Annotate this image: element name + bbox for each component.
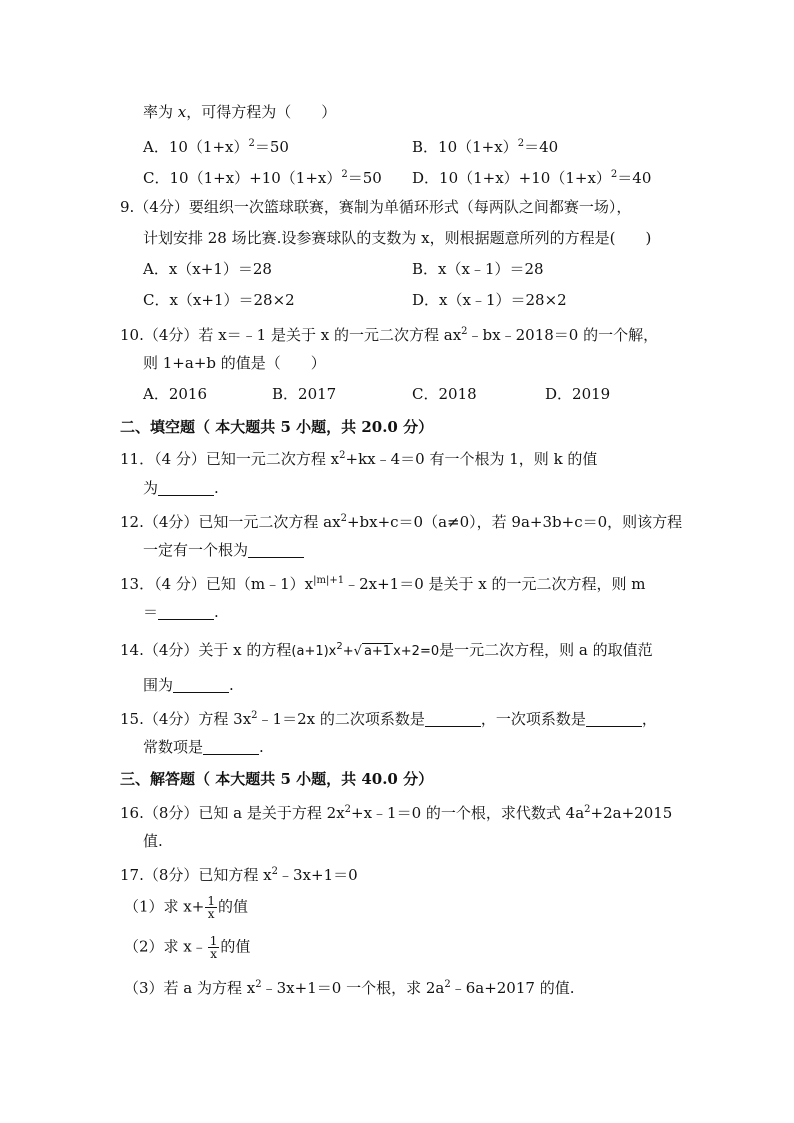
q8-option-a: A．$10(1+x)^2=50$: [143, 138, 289, 156]
answer-blank[interactable]: [586, 711, 642, 727]
q14-equation: $(a+1)x^2+√$ a+1 x+2=0: [291, 641, 440, 659]
fraction-1-over-x: $\frac{1}{x}$: [207, 894, 215, 921]
q12-stem-line1: 12.（4分）已知一元二次方程 $ax^2+bx+c=0(a\ne 0)$，若 9a+3b+c＝0，则该方程: [120, 513, 683, 531]
q10-stem-line1: 10.（4分）若 x＝﹣1 是关于 x 的一元二次方程 $ax^2﹣bx﹣2018=0$ 的一个解，: [120, 326, 659, 344]
q17-part2: （2）求 x﹣ $\frac{1}{x}$ 的值: [124, 934, 251, 961]
answer-blank[interactable]: [158, 480, 214, 496]
q12-stem-line2: 一定有一个根为: [143, 539, 304, 561]
answer-blank[interactable]: [158, 604, 214, 620]
q9-option-c: C．x（x+1）＝28×2: [143, 291, 295, 309]
q9-stem-line1: 9.（4分）要组织一次篮球联赛，赛制为单循环形式（每两队之间都赛一场），: [120, 198, 632, 216]
answer-blank[interactable]: [173, 677, 229, 693]
q14-stem-line2: 围为 .: [143, 676, 234, 694]
q15-stem-line1: 15.（4分）方程 $3x^2﹣1=2x$ 的二次项系数是 ，一次项系数是 ，: [120, 710, 657, 728]
q17-stem: 17.（8分）已知方程 $x^2﹣3x+1=0$: [120, 866, 358, 884]
q10-option-c: C．2018: [412, 385, 477, 403]
q17-part3: （3）若 a 为方程 $x^2﹣3x+1=0$ 一个根，求 $2a^2﹣6a+2017$ 的值.: [124, 979, 575, 997]
answer-blank[interactable]: [425, 711, 481, 727]
q8-stem-continued: 率为 x，可得方程为（ ）: [143, 103, 337, 121]
answer-blank[interactable]: [203, 739, 259, 755]
section-fill-in-heading: 二、填空题（ 本大题共 5 小题，共 20.0 分）: [120, 418, 434, 436]
q10-option-d: D．2019: [545, 385, 611, 403]
q17-part1: （1）求 x+ $\frac{1}{x}$ 的值: [124, 894, 248, 921]
q8-option-d: D．$10(1+x)+10(1+x)^2=40$: [412, 169, 652, 187]
q16-stem-line2: 值.: [143, 832, 163, 850]
q9-stem-line2: 计划安排 28 场比赛.设参赛球队的支数为 x，则根据题意所列的方程是( ): [143, 229, 652, 247]
q14-stem-line1: 14.（4分）关于 x 的方程$(a+1)x^2+√$ a+1 x+2=0是一元二次方程，则 a 的取值范: [120, 641, 653, 659]
q10-option-b: B．2017: [272, 385, 337, 403]
q11-stem-line2: 为 .: [143, 479, 219, 497]
q9-option-d: D．x（x﹣1）＝28×2: [412, 291, 567, 309]
q8-option-c: C．$10(1+x)+10(1+x)^2=50$: [143, 169, 382, 187]
q9-option-b: B．x（x﹣1）＝28: [412, 260, 544, 278]
q13-stem-line1: 13．（4 分）已知$(m﹣1)x^{|m|+1}﹣2x+1=0$ 是关于 x 的一元二次方程，则 m: [120, 575, 646, 593]
q8-option-b: B．$10(1+x)^2=40$: [412, 138, 559, 156]
q10-option-a: A．2016: [143, 385, 208, 403]
q11-stem-line1: 11．（4 分）已知一元二次方程 $x^2+kx﹣4=0$ 有一个根为 1，则 k 的值: [120, 450, 598, 468]
q15-stem-line2: 常数项是 .: [143, 738, 264, 756]
fraction-1-over-x: $\frac{1}{x}$: [209, 934, 218, 961]
q9-option-a: A．x（x+1）＝28: [143, 260, 272, 278]
q13-stem-line2: ＝ .: [143, 603, 219, 621]
answer-blank[interactable]: [248, 542, 304, 558]
q16-stem-line1: 16.（8分）已知 a 是关于方程 $2x^2+x﹣1=0$ 的一个根，求代数式 $4a^2+2a+2015$: [120, 804, 673, 822]
section-solve-heading: 三、解答题（ 本大题共 5 小题，共 40.0 分）: [120, 770, 434, 788]
q10-stem-line2: 则 1+a+b 的值是（ ）: [143, 354, 326, 372]
